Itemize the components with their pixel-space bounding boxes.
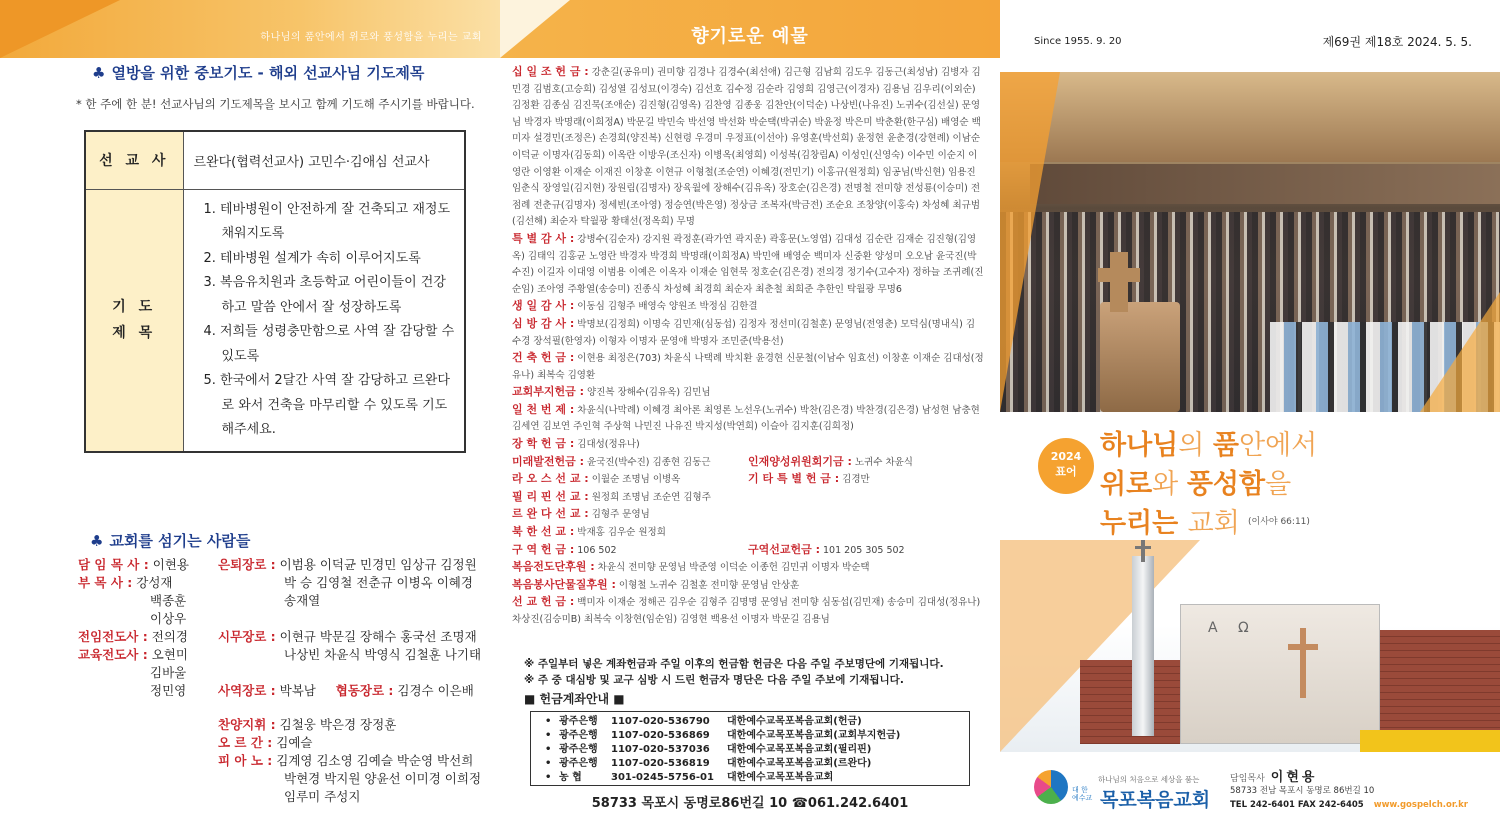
offering-row [512,231,984,298]
offering-names: 101 205 305 502 [823,544,905,556]
role-label: 전임전도사 : [78,629,148,644]
offering-names: 김경만 [842,474,870,486]
role-label: 찬양지휘 : [218,717,276,732]
offering-names: 강춘길(공유미) 권미향 김경나 김경수(최선애) 김근형 김남희 김도우 김동근(최성남) 김병자 김민경 김범호(고승희) 김성열 김성묘(이경숙) 김선호 김수정 김순라 김영희 김영근(이경자) 김용님 김우리(이외순) 김정환 김종심 김진묵(조애순) 김진형(김영옥) 김찬영 김종웅 김찬안(이덕순) 나상빈(나유진) 노귀수(김선실) 문영님 박경자 박명래(이희정A) 박문길 박민숙 박선영 박선화 박순택(박귀순) 박윤정 박은미 박춘환(한구심) 배영순 백미자 설경민(조정은) 손경희(양진복) 신현령 우경미 우정표(이선아) 유영훈(박선희) 윤정현 윤춘경(강현례) 이남순 이덕균 이명자(김동희) 이옥란 이방우(조신자) 이병옥(최영희) 이성복(김창림A) 이성인(신영숙) 이수민 이순지 이영란 이영환 이재순 이재진 이창훈 이현규 이형철(조순연) 이혜경(전민기) 이홍규(원정희) 임공님(박신현) 임용진 임춘식 장영일(김지현) 장원림(김명자) 장육월에 장해수(김유옥) 장호순(김은경) 전명철 전미향 전성룡(이승미) 전점례 전춘규(김명자) 정세빈(조아영) 정승연(박은영) 정상금 조복자(박금전) 조순요 조창양(이홍숙) 차성혜 최규범(김선해) 최순자 탁월광 황태선(정옥희) 무명 [512,67,981,228]
offering-row [512,489,984,507]
offering-names: 노귀수 차윤식 [854,456,913,468]
motto-word: 와 [1152,469,1187,500]
offering-row [512,594,984,628]
staff-names-line: 백종훈 [150,593,187,608]
offering-names: 강병수(김순자) 강지원 곽정훈(곽가연 곽지운) 곽홍문(노영엽) 김대성 김순란 김재순 김진형(김영옥) 김태익 김홍균 노영란 박경자 박경희 박명래(이희정A) 박민애 배영순 백미자 신중환 양성미 오오남 윤국진(박수진) 이길자 이대영 이범용 이예은 이옥자 이재순 임현묵 정호순(김은경) 전의경 정기수(고수자) 정하늘 조귀례(진순임) 조아영 주황열(송승미) 진종식 차성혜 최경희 최순자 최춘철 최희준 추한인 탁월광 무명6 [512,233,984,295]
offering-label: 십 일 조 헌 금 : [512,65,589,78]
offering-label: 생 일 감 사 : [512,299,575,313]
staff-section-title-text: 교회를 섬기는 사람들 [109,532,251,550]
prayer-section-title-text: 열방을 위한 중보기도 - 해외 선교사님 기도제목 [111,64,425,82]
account-row [545,715,969,729]
role-label: 시무장로 : [218,629,276,644]
offering-row [512,436,984,454]
staff-names-line: 임루미 주성지 [284,789,361,804]
account-holder: 대한예수교목포복음교회(헌금) [727,716,862,727]
staff-row-retired [218,555,477,573]
staff-row-assoc [78,573,173,591]
staff-names-line: 정민영 [150,683,187,698]
building-brick-right [1380,630,1500,744]
role-label: 부 목 사 : [78,575,133,590]
staff-row-ministry [218,681,474,699]
account-bank: 광주은행 [559,716,598,727]
prayer-note: * 한 주에 한 분! 선교사님의 기도제목을 보시고 함께 기도해 주시기를 바랍니다. [76,97,475,111]
photo-overlay [1000,72,1060,412]
account-holder: 대한예수교목포복음교회 [727,772,834,783]
account-number: 301-0245-5756-01 [611,772,714,783]
offering-names: 박명보(김정희) 이명숙 김민재(심동섭) 김정자 정선미(김철훈) 문영님(전영춘) 모덕심(명내식) 김수경 장석필(한영자) 이형자 이명자 문영애 박명자 조민준(박용선) [512,318,976,347]
motto-line [1100,426,1317,465]
panel-prayer-staff [0,0,500,829]
staff-row-organ [218,733,313,751]
offering-row [512,64,984,231]
offering-names: 박재홍 김우순 원정희 [577,527,666,539]
offering-label: 북 한 선 교 : [512,525,575,539]
staff-names: 이현용 [152,557,189,572]
motto-reference: (이사야 66:11) [1248,517,1310,527]
bullet-icon: • [545,716,552,727]
missionary-value: 르완다(협력선교사) 고민수·김애심 선교사 [183,131,465,189]
offering-row [512,350,984,384]
issue-info: 제69권 제18호 2024. 5. 5. [1322,35,1472,49]
club-icon: ♣ [90,532,104,550]
motto-word: 교회 [1187,508,1240,539]
building-brick-left [1080,660,1180,744]
church-name: 목포복음교회 [1100,789,1211,811]
account-holder: 대한예수교목포복음교회(필리핀) [727,744,872,755]
offering-col [748,454,984,472]
staff-names-line: 이상우 [150,611,187,626]
staff-names-line: 송재열 [284,593,321,608]
staff-row-piano [218,751,473,769]
photo-balcony [1030,164,1500,204]
offering-col [512,542,748,560]
photo-cross-bar [1098,268,1140,282]
prayer-label-line2: 제 목 [112,325,157,341]
photo-cross [1110,252,1128,312]
offering-row [512,384,984,402]
prayer-section-title [92,62,424,83]
offering-notes [524,656,944,688]
staff-names-line: 박현경 박지원 양윤선 이미경 이희정 [284,771,482,786]
role-label: 은퇴장로 : [218,557,276,572]
building-tower [1132,556,1154,736]
prayer-label-line1: 기 도 [112,299,157,315]
motto-word: 하나님 [1100,430,1179,461]
offering-row [512,506,984,524]
offering-note: ※ 주 중 대심방 및 교구 심방 시 드린 헌금자 명단은 다음 주일 주보에 기재됩니다. [524,674,904,686]
motto-word: 풍성함 [1186,469,1266,500]
worship-photo [1000,72,1500,412]
account-bank: 광주은행 [559,758,598,769]
staff-names: 박복남 [279,683,316,698]
offering-col [512,471,748,489]
offering-label: 교회부지헌금 : [512,385,584,399]
offering-label: 르 완 다 선 교 : [512,507,589,521]
offering-names: 백미자 이재순 정해곤 김우순 김형주 김명명 문영님 전미향 심동섭(김민재) 송승미 김대성(정유나) 차상진(김승미B) 최복숙 이창현(임순임) 김영현 백용선 이명자 박문길 김용님 [512,597,981,625]
pastor-name: 이현용 [1270,770,1318,785]
staff-names: 이범용 이덕균 민경민 임상규 김정원 [279,557,477,572]
offering-names: 김형주 문영님 [591,509,650,521]
offering-names: 106 502 [577,544,617,556]
tower-cross-bar [1135,546,1151,549]
offering-names: 이월순 조명님 이병옥 [591,474,681,486]
role-label: 교육전도사 : [78,647,148,662]
cover-contact [1230,800,1468,810]
header-decor-triangle [0,0,120,58]
account-row [545,743,969,757]
offering-row [512,454,984,472]
offering-names: 이현용 최정은(703) 차윤식 나택례 박치환 윤경현 신문철(이남수 임효선) 이창훈 이재순 김대성(정유나) 최복숙 김영환 [512,353,984,381]
hall-cross-icon [1300,628,1306,698]
motto-word: 안에서 [1239,430,1318,461]
offering-names: 윤국진(박수진) 김종현 김동근 [587,456,711,468]
account-bank: 광주은행 [559,744,598,755]
staff-names: 김예슬 [276,735,313,750]
header-tagline: 하나님의 품안에서 위로와 풍성함을 누리는 교회 [260,32,482,43]
role-label: 담 임 목 사 : [78,557,149,572]
staff-names: 전의경 [151,629,188,644]
year-badge-year: 2024 [1050,450,1082,463]
account-bank: 광주은행 [559,730,598,741]
offering-row [512,402,984,436]
offering-row [512,577,984,595]
school-bus [1360,730,1500,752]
staff-row-evangelist [78,627,188,645]
church-logo-icon [1034,770,1068,804]
account-number: 1107-020-536790 [611,716,710,727]
prayer-topics-label [85,189,183,452]
offering-names: 이동심 김형주 배영숙 양원조 박정심 김한결 [577,301,758,313]
role-label: 오 르 간 : [218,735,273,750]
offering-row [512,316,984,350]
church-address: 58733 목포시 동명로86번길 10 ☎061.242.6401 [591,796,909,811]
staff-names-line: 나상빈 차윤식 박영식 김철훈 나기태 [284,647,482,662]
role-label: 사역장로 : [218,683,276,698]
staff-names: 오현미 [151,647,188,662]
pastor-info [1230,766,1317,785]
phone-fax: TEL 242-6401 FAX 242-6405 [1230,800,1364,810]
account-title: ■ 헌금계좌안내 ■ [524,692,625,706]
offering-row [512,524,984,542]
offering-label: 미래발전헌금 : [512,454,584,468]
motto-word: 의 [1178,430,1213,461]
club-icon: ♣ [92,64,106,82]
staff-row-senior [78,555,189,573]
offering-label: 특 별 감 사 : [512,231,575,245]
role-label: 협동장로 : [335,683,394,698]
staff-row-choir [218,715,396,733]
account-row [545,771,969,785]
motto-word: 을 [1265,469,1292,500]
motto-word: 누리는 [1100,508,1188,539]
bullet-icon: • [545,772,552,783]
offering-names: 차윤식(나막례) 이혜경 최아론 최영론 노선우(노귀수) 박찬(김은경) 박찬경(김은경) 남성현 남충현 김세연 김보연 주인혁 주상혁 나민진 나유진 박지성(박연희) 이슬아 김지훈(김희정) [512,404,980,433]
prayer-item: 3. 복음유치원과 초등학교 어린이들이 건강하고 말씀 안에서 잘 성장하도록 [203,275,446,315]
offering-label: 인재양성위원회기금 : [748,454,852,468]
church-building-photo [1000,540,1500,752]
offering-label: 기 타 특 별 헌 금 : [748,472,840,486]
offering-names: 이형철 노귀수 김철훈 전미향 문영님 안상훈 [618,579,800,591]
account-number: 1107-020-536869 [611,730,710,741]
prayer-item: 2. 테바병원 설계가 속히 이루어지도록 [203,250,421,266]
offering-row [512,298,984,316]
motto-line [1100,465,1317,504]
prayer-item: 5. 한국에서 2달간 사역 잘 감당하고 르완다로 와서 건축을 마무리할 수 있도록 기도해주세요. [203,373,450,437]
motto-word: 품 [1212,430,1240,461]
staff-names: 김철웅 박은경 장정훈 [279,717,397,732]
year-badge-label: 표어 [1055,465,1077,478]
hall-cross-bar [1288,644,1318,650]
staff-names: 강성재 [136,575,173,590]
account-number: 1107-020-537036 [611,744,710,755]
prayer-table [84,130,466,453]
staff-names: 이현규 박문길 장해수 홍국선 조명재 [279,629,477,644]
account-holder: 대한예수교목포복음교회(교회부지헌금) [727,730,901,741]
prayer-item: 4. 저희들 성령충만함으로 사역 잘 감당할 수 있도록 [203,324,455,364]
offering-row [512,542,984,560]
photo-stone-altar [1100,302,1180,412]
photo-ceiling [1000,72,1500,162]
offering-col [748,542,984,560]
cover-address: 58733 전남 목포시 동명로 86번길 10 [1230,786,1375,796]
staff-names-line: 김바울 [150,665,187,680]
alpha-symbol: Α [1208,620,1218,636]
missionary-label: 선 교 사 [85,131,183,189]
account-number: 1107-020-536819 [611,758,710,769]
offering-row [512,471,984,489]
prayer-item: 1. 테바병원이 안전하게 잘 건축되고 재정도 채워지도록 [203,201,451,241]
offering-col [748,471,984,489]
account-bank: 농 협 [559,772,582,783]
account-box [530,711,970,786]
panel-cover [1000,0,1500,829]
offering-label: 필 리 핀 선 교 : [512,489,589,503]
offering-label: 구역선교헌금 : [748,542,820,556]
omega-symbol: Ω [1238,620,1249,636]
offering-names: 차윤식 전미향 문영님 박준영 이덕순 이종헌 김민귀 이명자 박순택 [597,562,870,574]
bullet-icon: • [545,744,552,755]
offerings-title: 향기로운 예물 [691,26,809,47]
website-link[interactable]: www.gospelch.or.kr [1373,800,1468,810]
prayer-topics-cell [183,189,465,452]
bullet-icon: • [545,730,552,741]
staff-names-line: 박 승 김영철 전춘규 이병옥 이혜경 [284,575,473,590]
logo-denomination-line: 예수교 [1072,794,1093,802]
photo-overlay [1420,292,1500,412]
offering-label: 심 방 감 사 : [512,316,575,330]
motto-word: 위로 [1100,469,1153,500]
offering-label: 일 천 번 제 : [512,402,575,416]
offering-row [512,559,984,577]
year-badge [1038,438,1094,494]
pastor-label: 담임목사 [1230,774,1265,784]
offering-label: 건 축 헌 금 : [512,351,575,365]
offering-note: ※ 주일부터 넣은 계좌헌금과 주일 이후의 헌금함 헌금은 다음 주일 주보명단에 기재됩니다. [524,658,944,670]
staff-names: 김계영 김소영 김예슬 박순영 박선희 [276,753,474,768]
prayer-list [184,190,465,451]
offering-names: 양진복 장해수(김유옥) 김민님 [587,387,711,399]
logo-denomination [1072,786,1092,802]
account-holder: 대한예수교목포복음교회(르완다) [727,758,872,769]
staff-names: 김경수 이은배 [397,683,474,698]
offerings-list [512,64,984,629]
bullet-icon: • [545,758,552,769]
offering-label: 구 역 헌 금 : [512,542,575,556]
panel-offerings [500,0,1000,829]
offering-names: 김대성(정유나) [577,439,640,451]
offering-label: 복음전도단후원 : [512,560,595,574]
since-date: Since 1955. 9. 20 [1034,36,1122,47]
account-row [545,729,969,743]
panel1-header-band [0,0,500,58]
tower-cross-icon [1141,540,1145,562]
logo-denomination-line: 대 한 [1072,786,1088,794]
offering-label: 라 오 스 선 교 : [512,472,589,486]
offering-col [512,454,748,472]
offering-names: 원정희 조명님 조순연 김형주 [591,491,711,503]
offering-label: 장 학 헌 금 : [512,437,575,451]
logo-tagline: 하나님의 처음으로 세상을 품는 [1098,775,1200,784]
offering-label: 선 교 헌 금 : [512,595,575,609]
role-label: 피 아 노 : [218,753,273,768]
staff-row-edu [78,645,188,663]
staff-row-serving [218,627,477,645]
staff-section-title [90,530,250,551]
account-row [545,757,969,771]
offering-label: 복음봉사단물질후원 : [512,577,616,591]
